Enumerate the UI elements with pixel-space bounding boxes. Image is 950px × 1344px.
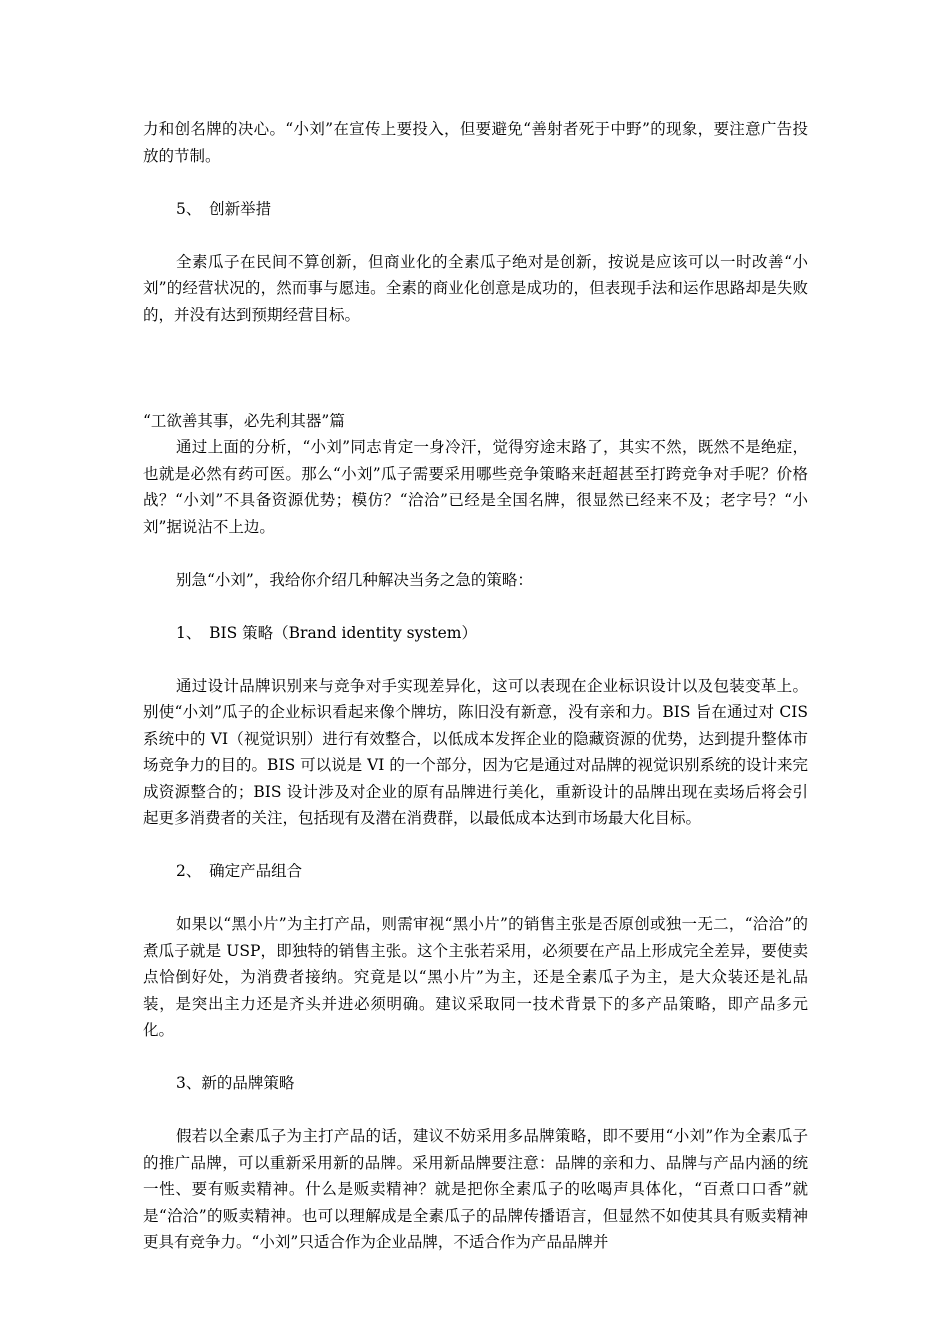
heading-bis-strategy: 1、 BIS 策略（Brand identity system） [176,623,477,642]
heading-innovation: 5、 创新举措 [176,199,272,218]
paragraph-product-mix: 如果以“黑小片”为主打产品，则需审视“黑小片”的销售主张是否原创或独一无二，“洽洽”的煮瓜子就是 USP，即独特的销售主张。这个主张若采用，必须要在产品上形成完全差异，要使卖点恰倒好处，为消费者接纳。究竟是以“黑小片”为主，还是全素瓜子为主，是大众装还是礼品装，是突出主力还是齐头并进必须明确。建议采取同一技术背景下的多产品策略，即产品多元化。 [143,915,808,1039]
paragraph-spacer [143,832,808,859]
paragraph-spacer [143,1044,808,1071]
paragraph-bis: 通过设计品牌识别来与竞争对手实现差异化，这可以表现在企业标识设计以及包装变革上。别使“小刘”瓜子的企业标识看起来像个牌坊，陈旧没有新意，没有亲和力。BIS 旨在通过对 CIS 系统中的 VI（视觉识别）进行有效整合，以低成本发挥企业的隐藏资源的优势，达到提升整体市场竞争力的目的。BIS 可以说是 VI 的一个部分，因为它是通过对品牌的视觉识别系统的设计来完成资源整合的；BIS 设计涉及对企业的原有品牌进行美化，重新设计的品牌出现在卖场后将会引起更多消费者的关注，包括现有及潜在消费群，以最低成本达到市场最大化目标。 [143,676,808,827]
paragraph-spacer [143,646,808,673]
section-spacer [143,328,808,381]
section-title: “工欲善其事，必先利其器”篇 [143,411,345,430]
paragraph-spacer [143,593,808,620]
paragraph-analysis: 通过上面的分析，“小刘”同志肯定一身冷汗，觉得穷途末路了，其实不然，既然不是绝症，也就是必然有药可医。那么“小刘”瓜子需要采用哪些竞争策略来赶超甚至打跨竞争对手呢？价格战？“小刘”不具备资源优势；模仿？“洽洽”已经是全国名牌，很显然已经来不及；老字号？“小刘”据说沾不上边。 [143,438,808,536]
document-body [143,116,808,1256]
section-spacer [143,381,808,408]
paragraph-brand-strategy: 假若以全素瓜子为主打产品的话，建议不妨采用多品牌策略，即不要用“小刘”作为全素瓜子的推广品牌，可以重新采用新的品牌。采用新品牌要注意：品牌的亲和力、品牌与产品内涵的统一性、要有贩卖精神。什么是贩卖精神？就是把你全素瓜子的吆喝声具体化，“百煮口口香”就是“洽洽”的贩卖精神。也可以理解成是全素瓜子的品牌传播语言，但显然不如使其具有贩卖精神更具有竞争力。“小刘”只适合作为企业品牌，不适合作为产品品牌并 [143,1127,808,1251]
paragraph-continuation: 力和创名牌的决心。“小刘”在宣传上要投入，但要避免“善射者死于中野”的现象，要注意广告投放的节制。 [143,120,808,165]
heading-product-mix: 2、 确定产品组合 [176,862,303,880]
paragraph-spacer [143,885,808,912]
paragraph-spacer [143,540,808,567]
paragraph-spacer [143,169,808,196]
paragraph-spacer [143,222,808,249]
heading-brand-strategy: 3、新的品牌策略 [176,1074,295,1092]
paragraph-intro-strategies: 别急“小刘”，我给你介绍几种解决当务之急的策略： [176,570,533,589]
paragraph-spacer [143,1097,808,1124]
paragraph-innovation: 全素瓜子在民间不算创新，但商业化的全素瓜子绝对是创新，按说是应该可以一时改善“小刘”的经营状况的，然而事与愿违。全素的商业化创意是成功的，但表现手法和运作思路却是失败的，并没有达到预期经营目标。 [143,252,808,324]
